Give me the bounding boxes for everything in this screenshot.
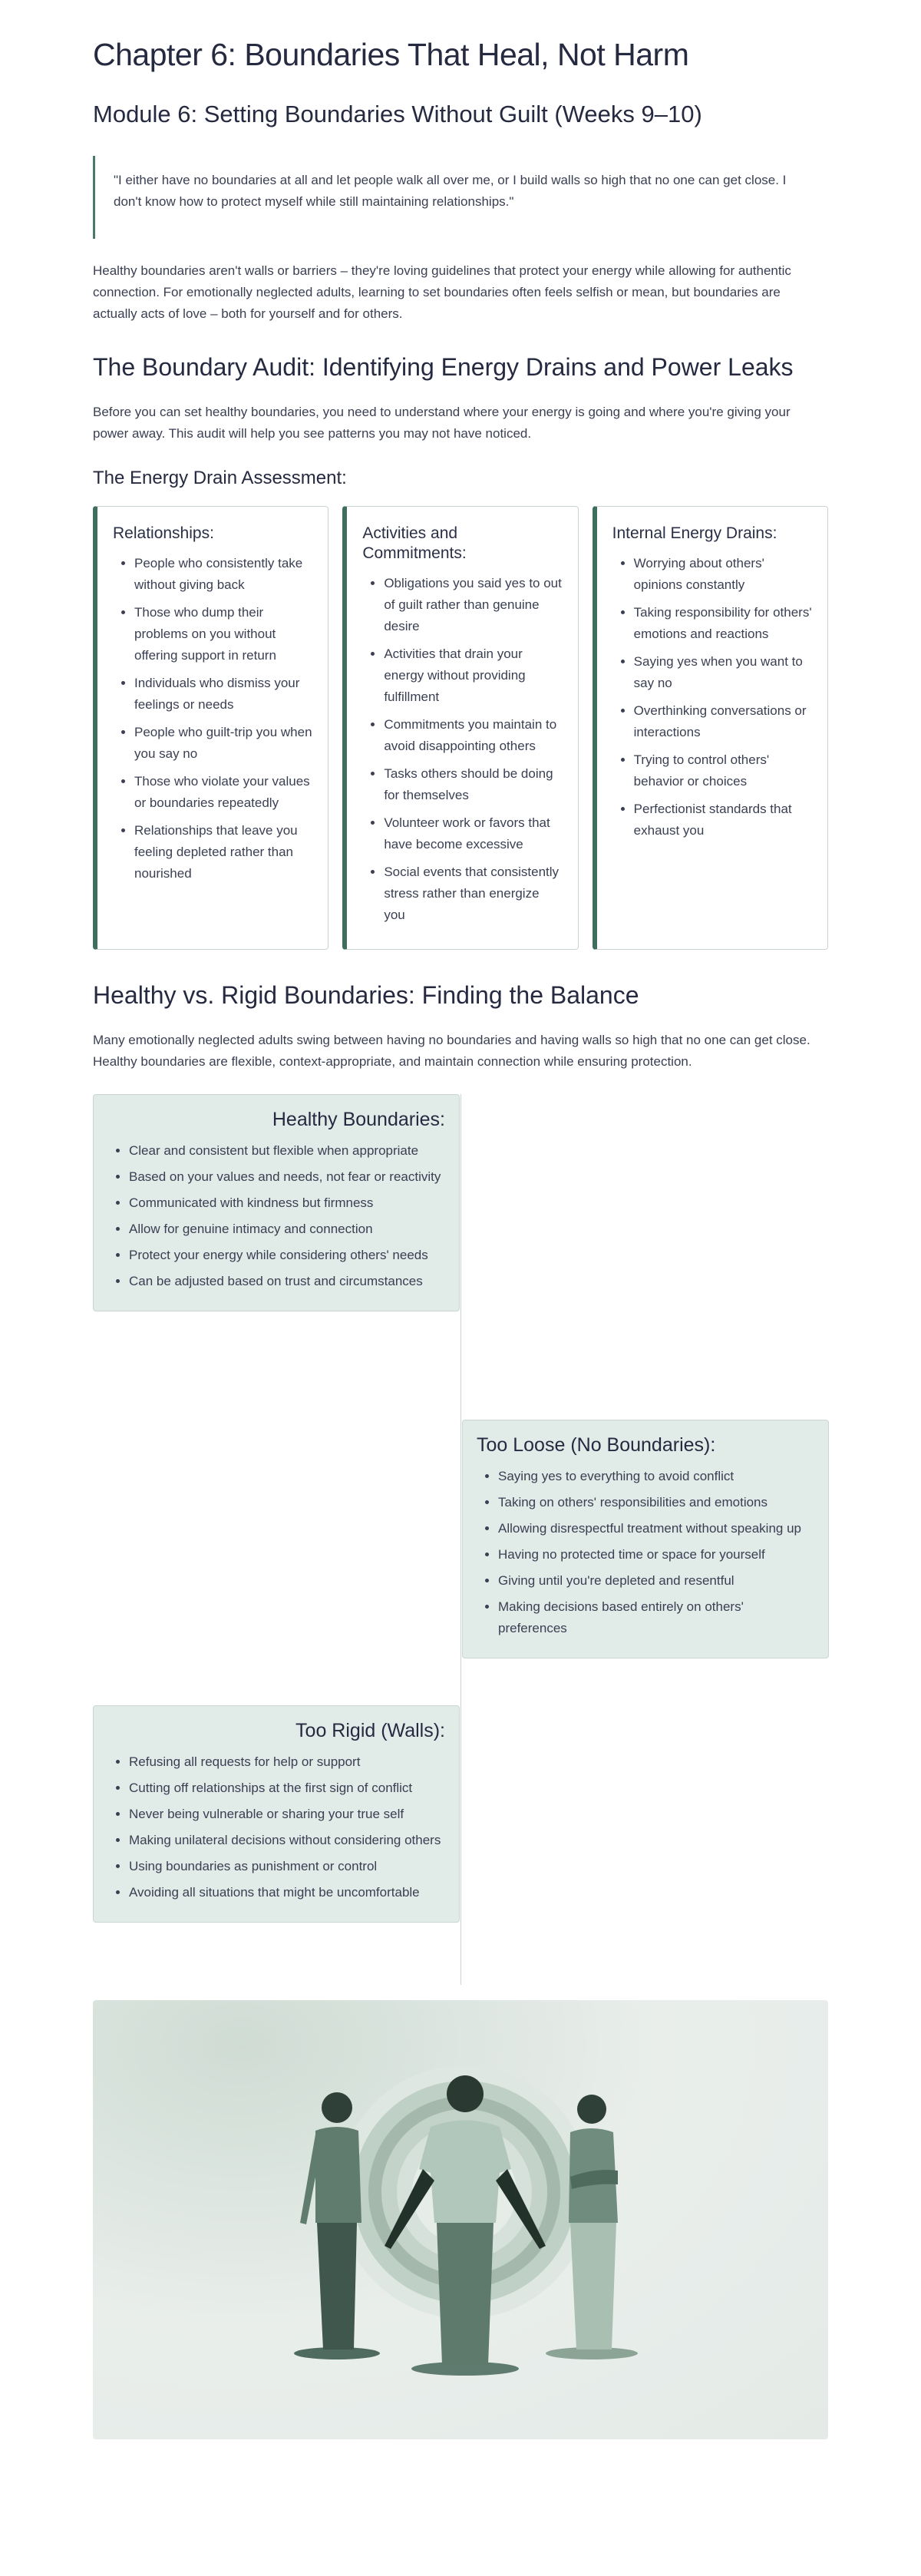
list-item: • Communicated with kindness but firmness	[129, 1192, 445, 1214]
list-item: • Allowing disrespectful treatment without speaking up	[498, 1518, 814, 1539]
list-item: • Taking responsibility for others' emotions and reactions	[634, 602, 812, 645]
three-figures-image	[93, 2000, 828, 2439]
energy-drain-card	[93, 506, 328, 950]
energy-drain-card	[593, 506, 828, 950]
box-title: Healthy Boundaries:	[272, 1109, 445, 1130]
module-title: Module 6: Setting Boundaries Without Guilt (Weeks 9–10)	[93, 101, 702, 127]
too-rigid-box	[93, 1705, 460, 1923]
list-item: • Perfectionist standards that exhaust you	[634, 799, 812, 842]
card-title: Relationships:	[113, 524, 214, 542]
too-loose-box	[462, 1420, 829, 1658]
list-item: • Refusing all requests for help or support	[129, 1751, 445, 1773]
list-item: • Making unilateral decisions without considering others	[129, 1830, 445, 1851]
list-item: • Allow for genuine intimacy and connection	[129, 1219, 445, 1240]
assessment-title: The Energy Drain Assessment:	[93, 468, 347, 488]
box-list	[477, 1466, 814, 1639]
list-item: • Individuals who dismiss your feelings or needs	[134, 673, 312, 716]
card-title: Internal Energy Drains:	[612, 524, 777, 542]
list-item: • Can be adjusted based on trust and circumstances	[129, 1271, 445, 1292]
list-item: • Tasks others should be doing for themselves	[384, 763, 562, 806]
box-list	[107, 1140, 445, 1292]
box-title: Too Loose (No Boundaries):	[477, 1434, 716, 1456]
card-list	[113, 553, 312, 885]
list-item: • Commitments you maintain to avoid disappointing others	[384, 714, 562, 757]
boundaries-illustration	[93, 2000, 828, 2439]
chapter-title: Chapter 6: Boundaries That Heal, Not Harm	[93, 37, 689, 72]
list-item: • Volunteer work or favors that have become excessive	[384, 812, 562, 855]
intro-paragraph: Healthy boundaries aren't walls or barriers – they're loving guidelines that protect your energy while allowing for authentic connection. For emotionally neglected adults, learning to set boundaries often feels selfish or mean, but boundaries are actually acts of love – both for yourself and for others.	[93, 263, 791, 321]
quote-block	[93, 156, 828, 239]
list-item: • Trying to control others' behavior or choices	[634, 749, 812, 792]
boundary-timeline	[93, 1094, 828, 1985]
audit-text: Before you can set healthy boundaries, you need to understand where your energy is going and where you're giving your power away. This audit will help you see patterns you may not have noticed.	[93, 405, 791, 441]
list-item: • Giving until you're depleted and resentful	[498, 1570, 814, 1592]
list-item: • Activities that drain your energy without providing fulfillment	[384, 643, 562, 708]
card-list	[612, 553, 812, 842]
list-item: • Making decisions based entirely on others' preferences	[498, 1596, 814, 1639]
quote-text: "I either have no boundaries at all and let people walk all over me, or I build walls so high that no one can get close. I don't know how to protect myself while still maintaining relationships."	[114, 173, 787, 209]
list-item: • Relationships that leave you feeling depleted rather than nourished	[134, 820, 312, 885]
balance-text: Many emotionally neglected adults swing between having no boundaries and having walls so high that no one can get close. Healthy boundaries are flexible, context-appropriate, and maintain connection while ensuring protection.	[93, 1033, 810, 1069]
chapter-page	[93, 0, 828, 2547]
balance-title: Healthy vs. Rigid Boundaries: Finding the Balance	[93, 981, 639, 1009]
healthy-boundaries-box	[93, 1094, 460, 1311]
timeline-line	[460, 1094, 461, 1985]
list-item: • Overthinking conversations or interactions	[634, 700, 812, 743]
list-item: • Saying yes to everything to avoid conflict	[498, 1466, 814, 1487]
list-item: • Social events that consistently stress rather than energize you	[384, 861, 562, 926]
list-item: • Worrying about others' opinions constantly	[634, 553, 812, 596]
list-item: • Never being vulnerable or sharing your true self	[129, 1804, 445, 1825]
box-title: Too Rigid (Walls):	[295, 1720, 445, 1741]
list-item: • Avoiding all situations that might be uncomfortable	[129, 1882, 445, 1903]
card-title: Activities and Commitments:	[362, 524, 467, 562]
audit-title: The Boundary Audit: Identifying Energy Drains and Power Leaks	[93, 353, 794, 381]
list-item: • Cutting off relationships at the first sign of conflict	[129, 1777, 445, 1799]
box-list	[107, 1751, 445, 1903]
list-item: • Based on your values and needs, not fear or reactivity	[129, 1166, 445, 1188]
list-item: • Saying yes when you want to say no	[634, 651, 812, 694]
list-item: • Clear and consistent but flexible when appropriate	[129, 1140, 445, 1162]
list-item: • Those who dump their problems on you without offering support in return	[134, 602, 312, 666]
list-item: • People who guilt-trip you when you say no	[134, 722, 312, 765]
list-item: • Those who violate your values or boundaries repeatedly	[134, 771, 312, 814]
energy-drain-card	[342, 506, 578, 950]
list-item: • Having no protected time or space for yourself	[498, 1544, 814, 1566]
list-item: • Taking on others' responsibilities and emotions	[498, 1492, 814, 1513]
card-list	[362, 573, 562, 926]
list-item: • Using boundaries as punishment or control	[129, 1856, 445, 1877]
energy-drain-cards	[93, 506, 828, 950]
list-item: • Obligations you said yes to out of guilt rather than genuine desire	[384, 573, 562, 637]
list-item: • People who consistently take without giving back	[134, 553, 312, 596]
list-item: • Protect your energy while considering others' needs	[129, 1245, 445, 1266]
